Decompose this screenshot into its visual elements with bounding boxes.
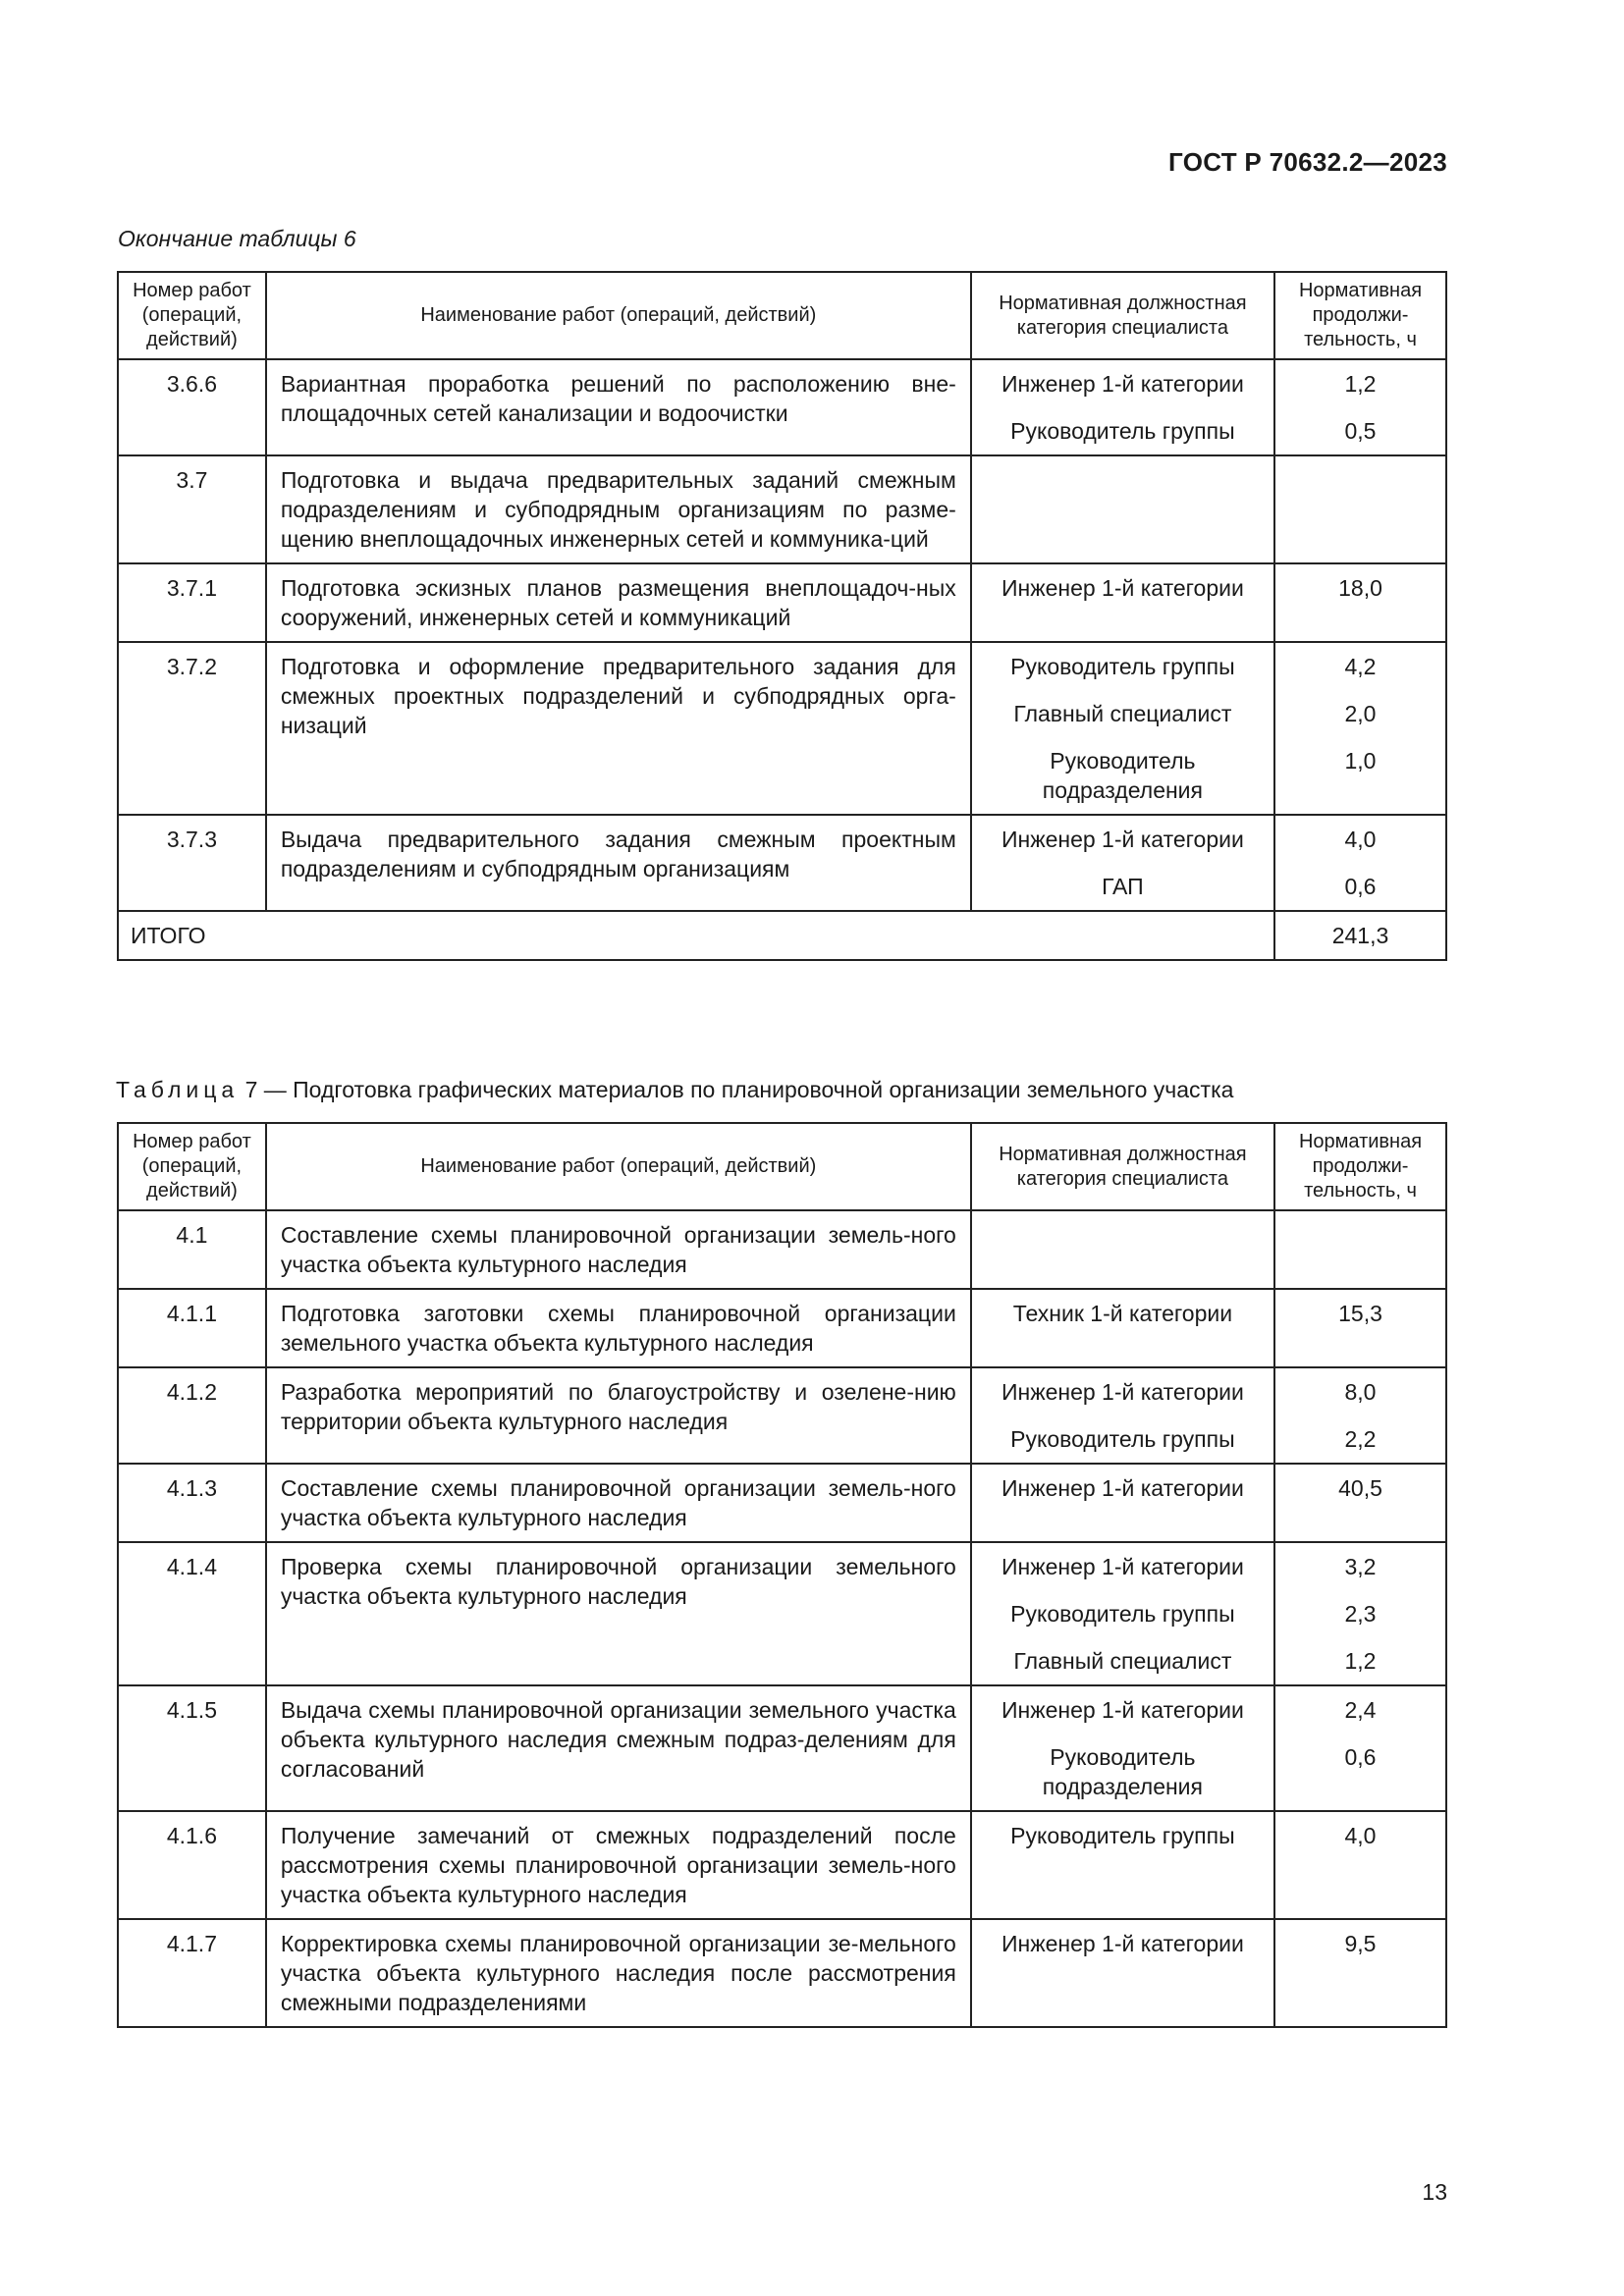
duration-value: 4,0 — [1344, 827, 1377, 852]
work-name: Составление схемы планировочной организации земель-ного участка объекта культурного наследия — [266, 1464, 971, 1542]
page-number: 13 — [1422, 2179, 1447, 2205]
specialist-category-cell — [971, 563, 1274, 642]
work-number: 3.7.1 — [118, 563, 266, 642]
table-row — [118, 359, 1446, 455]
table7-caption-title: 7 — Подготовка графических материалов по планировочной организации земельного участка — [244, 1077, 1234, 1102]
work-name: Вариантная проработка решений по расположению вне-площадочных сетей канализации и водоочистки — [266, 359, 971, 455]
specialist-category: Инженер 1-й категории — [1001, 1379, 1244, 1405]
table-row — [118, 563, 1446, 642]
column-header-duration: Нормативная продолжи-тельность, ч — [1274, 272, 1446, 359]
specialist-category: Главный специалист — [1013, 701, 1232, 726]
specialist-category: Руководитель группы — [1010, 1823, 1235, 1848]
specialist-category: ГАП — [1102, 874, 1144, 899]
specialist-category: Инженер 1-й категории — [1001, 1475, 1244, 1501]
specialist-category: Техник 1-й категории — [1012, 1301, 1233, 1326]
work-number: 4.1.5 — [118, 1685, 266, 1811]
duration-value: 1,2 — [1344, 1648, 1377, 1674]
table-row — [118, 1919, 1446, 2027]
duration-value: 2,4 — [1344, 1697, 1377, 1723]
column-header-name: Наименование работ (операций, действий) — [266, 272, 971, 359]
work-number: 4.1.6 — [118, 1811, 266, 1919]
work-name: Получение замечаний от смежных подразделений после рассмотрения схемы планировочной организации земель-ного участка объекта культурного наследия — [266, 1811, 971, 1919]
work-number: 4.1.3 — [118, 1464, 266, 1542]
duration-value: 1,2 — [1344, 371, 1377, 397]
work-number: 3.6.6 — [118, 359, 266, 455]
duration-cell — [1274, 1289, 1446, 1367]
work-name: Подготовка эскизных планов размещения внеплощадоч-ных сооружений, инженерных сетей и коммуникаций — [266, 563, 971, 642]
specialist-category: Инженер 1-й категории — [1001, 1697, 1244, 1723]
specialist-category: Руководитель подразделения — [1042, 748, 1203, 803]
specialist-category-cell — [971, 815, 1274, 911]
specialist-category-cell — [971, 642, 1274, 815]
duration-value: 18,0 — [1338, 575, 1382, 601]
column-header-duration: Нормативная продолжи-тельность, ч — [1274, 1123, 1446, 1210]
table-row — [118, 1289, 1446, 1367]
specialist-category-cell — [971, 1464, 1274, 1542]
work-number: 4.1 — [118, 1210, 266, 1289]
specialist-category: Руководитель группы — [1010, 1426, 1235, 1452]
duration-cell — [1274, 815, 1446, 911]
work-number: 3.7.2 — [118, 642, 266, 815]
specialist-category-cell — [971, 1542, 1274, 1685]
duration-cell — [1274, 455, 1446, 563]
table6-total-row — [118, 911, 1446, 960]
table7-header-row — [118, 1123, 1446, 1210]
duration-value: 4,0 — [1344, 1823, 1377, 1848]
duration-cell — [1274, 1919, 1446, 2027]
table-row — [118, 642, 1446, 815]
duration-value: 8,0 — [1344, 1379, 1377, 1405]
work-name: Корректировка схемы планировочной организации зе-мельного участка объекта культурного наследия после рассмотрения смежными подразделениями — [266, 1919, 971, 2027]
duration-value: 0,6 — [1344, 874, 1377, 899]
work-name: Разработка мероприятий по благоустройству и озелене-нию территории объекта культурного наследия — [266, 1367, 971, 1464]
specialist-category: Инженер 1-й категории — [1001, 371, 1244, 397]
table-row — [118, 1542, 1446, 1685]
duration-cell — [1274, 359, 1446, 455]
specialist-category: Руководитель подразделения — [1042, 1744, 1203, 1799]
table-row — [118, 1210, 1446, 1289]
table7-caption — [116, 1077, 1233, 1103]
specialist-category: Главный специалист — [1013, 1648, 1232, 1674]
table6-header-row — [118, 272, 1446, 359]
table-row — [118, 455, 1446, 563]
work-number: 3.7.3 — [118, 815, 266, 911]
specialist-category: Руководитель группы — [1010, 654, 1235, 679]
work-number: 3.7 — [118, 455, 266, 563]
column-header-number: Номер работ (операций, действий) — [118, 272, 266, 359]
work-name: Выдача схемы планировочной организации земельного участка объекта культурного наследия смежным подраз-делениям для согласований — [266, 1685, 971, 1811]
table-row — [118, 1811, 1446, 1919]
duration-value: 0,5 — [1344, 418, 1377, 444]
table6-caption: Окончание таблицы 6 — [118, 226, 356, 251]
specialist-category-cell — [971, 359, 1274, 455]
duration-cell — [1274, 1685, 1446, 1811]
specialist-category-cell — [971, 1919, 1274, 2027]
specialist-category: Инженер 1-й категории — [1001, 575, 1244, 601]
specialist-category-cell — [971, 1685, 1274, 1811]
duration-value: 2,2 — [1344, 1426, 1377, 1452]
duration-value: 3,2 — [1344, 1554, 1377, 1579]
total-label: ИТОГО — [118, 911, 1274, 960]
table-row — [118, 815, 1446, 911]
table7 — [117, 1122, 1447, 2028]
work-number: 4.1.7 — [118, 1919, 266, 2027]
table-row — [118, 1464, 1446, 1542]
duration-cell — [1274, 1367, 1446, 1464]
work-number: 4.1.1 — [118, 1289, 266, 1367]
duration-value: 15,3 — [1338, 1301, 1382, 1326]
work-name: Проверка схемы планировочной организации земельного участка объекта культурного наследия — [266, 1542, 971, 1685]
specialist-category: Руководитель группы — [1010, 418, 1235, 444]
work-number: 4.1.4 — [118, 1542, 266, 1685]
column-header-category: Нормативная должностная категория специалиста — [971, 1123, 1274, 1210]
work-name: Подготовка и оформление предварительного задания для смежных проектных подразделений и субподрядных орга-низаций — [266, 642, 971, 815]
table-row — [118, 1685, 1446, 1811]
column-header-category: Нормативная должностная категория специалиста — [971, 272, 1274, 359]
work-name: Подготовка и выдача предварительных заданий смежным подразделениям и субподрядным организациям по разме-щению внеплощадочных инженерных сетей и коммуника-ций — [266, 455, 971, 563]
duration-cell — [1274, 563, 1446, 642]
duration-cell — [1274, 1464, 1446, 1542]
duration-value: 2,0 — [1344, 701, 1377, 726]
work-number: 4.1.2 — [118, 1367, 266, 1464]
total-value: 241,3 — [1274, 911, 1446, 960]
work-name: Выдача предварительного задания смежным проектным подразделениям и субподрядным организациям — [266, 815, 971, 911]
duration-cell — [1274, 1542, 1446, 1685]
duration-cell — [1274, 1210, 1446, 1289]
table-row — [118, 1367, 1446, 1464]
duration-value: 40,5 — [1338, 1475, 1382, 1501]
work-name: Составление схемы планировочной организации земель-ного участка объекта культурного наследия — [266, 1210, 971, 1289]
duration-value: 1,0 — [1344, 748, 1377, 774]
duration-value: 4,2 — [1344, 654, 1377, 679]
document-standard-number: ГОСТ Р 70632.2—2023 — [1168, 147, 1447, 177]
specialist-category-cell — [971, 1367, 1274, 1464]
specialist-category-cell — [971, 1289, 1274, 1367]
specialist-category: Инженер 1-й категории — [1001, 827, 1244, 852]
duration-value: 2,3 — [1344, 1601, 1377, 1627]
specialist-category-cell — [971, 455, 1274, 563]
work-name: Подготовка заготовки схемы планировочной организации земельного участка объекта культурного наследия — [266, 1289, 971, 1367]
duration-cell — [1274, 1811, 1446, 1919]
specialist-category-cell — [971, 1210, 1274, 1289]
column-header-name: Наименование работ (операций, действий) — [266, 1123, 971, 1210]
duration-value: 9,5 — [1344, 1931, 1377, 1956]
specialist-category-cell — [971, 1811, 1274, 1919]
specialist-category: Инженер 1-й категории — [1001, 1931, 1244, 1956]
table7-caption-prefix: Таблица — [116, 1077, 240, 1102]
specialist-category: Инженер 1-й категории — [1001, 1554, 1244, 1579]
table6 — [117, 271, 1447, 961]
duration-cell — [1274, 642, 1446, 815]
duration-value: 0,6 — [1344, 1744, 1377, 1770]
specialist-category: Руководитель группы — [1010, 1601, 1235, 1627]
column-header-number: Номер работ (операций, действий) — [118, 1123, 266, 1210]
